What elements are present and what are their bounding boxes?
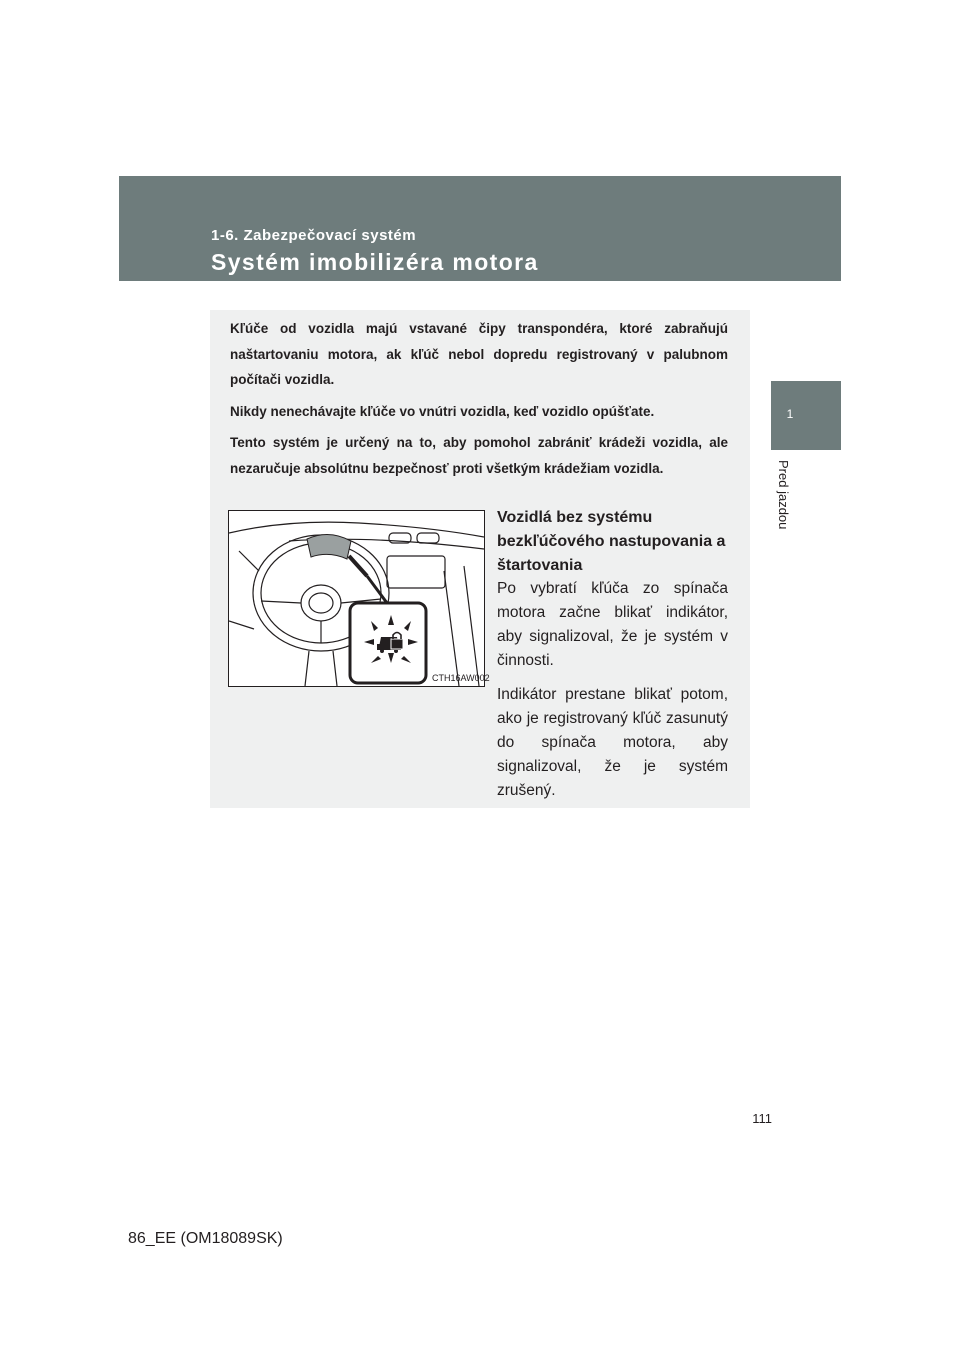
intro-text — [230, 316, 728, 487]
page-number: 111 — [752, 1111, 772, 1126]
figure-code: CTH16AW002 — [432, 673, 490, 683]
section-label: 1-6. Zabezpečovací systém — [211, 227, 417, 244]
intro-paragraph-3: Tento systém je určený na to, aby pomohol zabrániť krádeži vozidla, ale nezaručuje absolútnu bezpečnosť proti všetkým krádežiam vozidla. — [230, 435, 728, 476]
chapter-label: Pred jazdou — [776, 460, 791, 530]
chapter-label-container — [776, 460, 806, 580]
dashboard-illustration — [228, 510, 485, 687]
intro-paragraph-2: Nikdy nenechávajte kľúče vo vnútri vozidla, keď vozidlo opúšťate. — [230, 403, 655, 419]
dashboard-drawing — [229, 511, 484, 686]
subsection-body — [497, 577, 728, 813]
subsection-paragraph-2: Indikátor prestane blikať potom, ako je registrovaný kľúč zasunutý do spínača motora, aby signalizoval, že je systém zrušený. — [497, 686, 728, 799]
subsection-paragraph-1: Po vybratí kľúča zo spínača motora začne blikať indikátor, aby signalizoval, že je systém v činnosti. — [497, 580, 728, 669]
subsection-heading: Vozidlá bez systému bezkľúčového nastupovania a štartovania — [497, 509, 726, 574]
chapter-number: 1 — [786, 407, 794, 421]
document-code: 86_EE (OM18089SK) — [128, 1230, 283, 1247]
intro-paragraph-1: Kľúče od vozidla majú vstavané čipy transpondéra, ktoré zabraňujú naštartovaniu motora, ak kľúč nebol dopredu registrovaný v palubnom počítači vozidla. — [230, 321, 728, 387]
page-title: Systém imobilizéra motora — [211, 249, 539, 275]
chapter-tab — [771, 381, 841, 450]
